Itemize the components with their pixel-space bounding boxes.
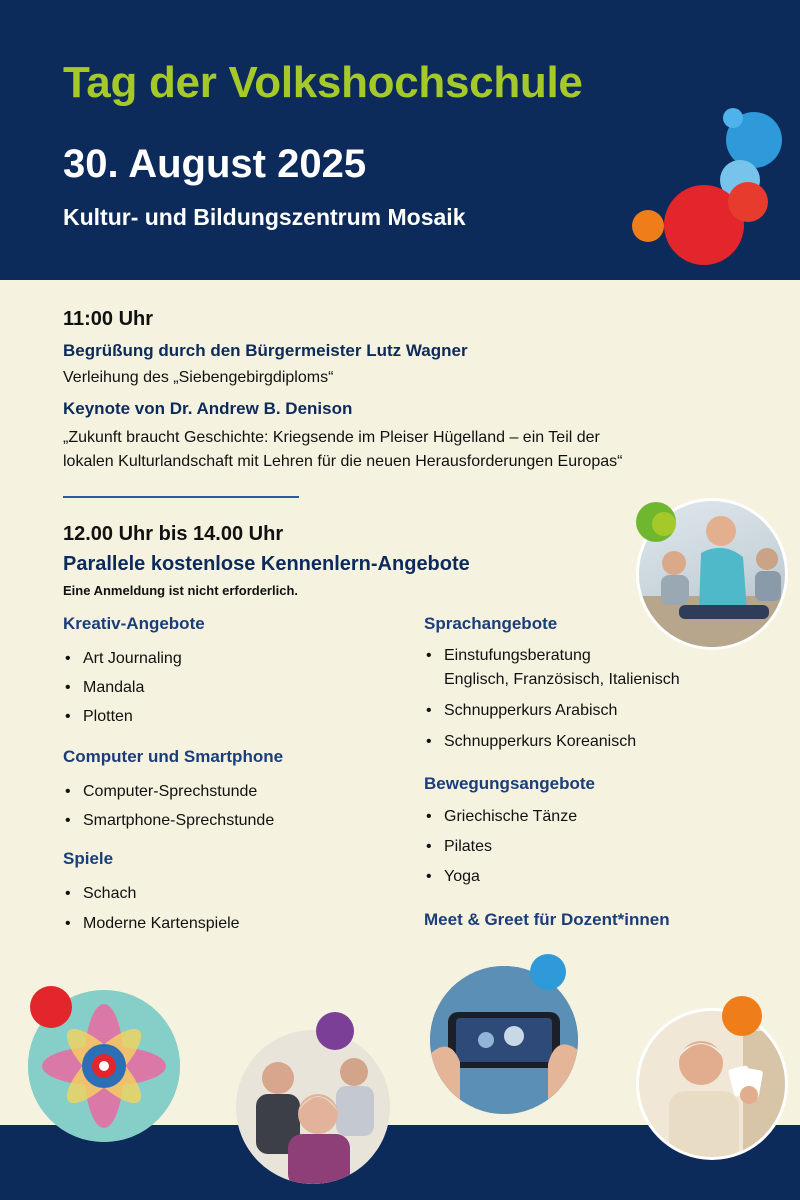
list-item: • Schnupperkurs Arabisch	[424, 699, 680, 723]
spiele-heading: Spiele	[63, 849, 114, 868]
afternoon-time: 12.00 Uhr bis 14.00 Uhr	[63, 523, 284, 545]
event-title: Tag der Volkshochschule	[63, 58, 583, 107]
blue-dot-icon	[530, 954, 566, 990]
list-item: • Moderne Kartenspiele	[63, 909, 240, 939]
list-item: • Computer-Sprechstunde	[63, 777, 274, 806]
bewegung-heading: Bewegungsangebote	[424, 774, 595, 793]
header-banner	[0, 0, 800, 280]
orange-dot-icon	[722, 996, 762, 1036]
list-item: • Mandala	[63, 673, 182, 702]
greeting-text: Verleihung des „Siebengebirgdiploms“	[63, 369, 334, 386]
list-item: • Plotten	[63, 702, 182, 731]
keynote-heading: Keynote von Dr. Andrew B. Denison	[63, 399, 353, 418]
list-item: • Yoga	[424, 862, 577, 892]
spiele-list	[63, 879, 240, 939]
list-item: • Pilates	[424, 832, 577, 862]
list-item: • Smartphone-Sprechstunde	[63, 806, 274, 835]
blue-circle-small-icon	[723, 108, 743, 128]
seniors-photo	[236, 1030, 390, 1184]
event-date: 30. August 2025	[63, 142, 367, 186]
red-circle-small-icon	[728, 182, 768, 222]
list-item: • Schnupperkurs Koreanisch	[424, 730, 680, 754]
bewegung-list	[424, 802, 577, 892]
kreativ-heading: Kreativ-Angebote	[63, 614, 205, 633]
section-divider	[63, 496, 299, 498]
orange-circle-icon	[632, 210, 664, 242]
list-item: • Griechische Tänze	[424, 802, 577, 832]
keynote-line-2: lokalen Kulturlandschaft mit Lehren für die neuen Herausforderungen Europas“	[63, 453, 623, 470]
seniors-group-icon	[236, 1030, 390, 1184]
meet-greet-heading: Meet & Greet für Dozent*innen	[424, 910, 670, 929]
registration-note: Eine Anmeldung ist nicht erforderlich.	[63, 583, 298, 598]
card-player-icon	[639, 1011, 788, 1160]
list-item-line: Einstufungsberatung	[444, 647, 591, 664]
morning-time: 11:00 Uhr	[63, 308, 154, 330]
kreativ-list	[63, 644, 182, 731]
list-item: • Schach	[63, 879, 240, 909]
afternoon-heading: Parallele kostenlose Kennenlern-Angebote	[63, 553, 470, 575]
sprache-heading: Sprachangebote	[424, 614, 558, 633]
sprache-list	[424, 644, 680, 754]
greeting-heading: Begrüßung durch den Bürgermeister Lutz Wagner	[63, 341, 468, 360]
list-item-line: Englisch, Französisch, Italienisch	[444, 671, 680, 688]
event-venue: Kultur- und Bildungszentrum Mosaik	[63, 204, 466, 230]
card-player-photo	[636, 1008, 788, 1160]
keynote-line-1: „Zukunft braucht Geschichte: Kriegsende im Pleiser Hügelland – ein Teil der	[63, 429, 600, 446]
list-item	[424, 644, 680, 692]
green-circle-overlay-icon	[652, 512, 676, 536]
red-dot-icon	[30, 986, 72, 1028]
computer-list	[63, 777, 274, 835]
list-item: • Art Journaling	[63, 644, 182, 673]
purple-circle-icon	[316, 1012, 354, 1050]
computer-heading: Computer und Smartphone	[63, 747, 284, 766]
